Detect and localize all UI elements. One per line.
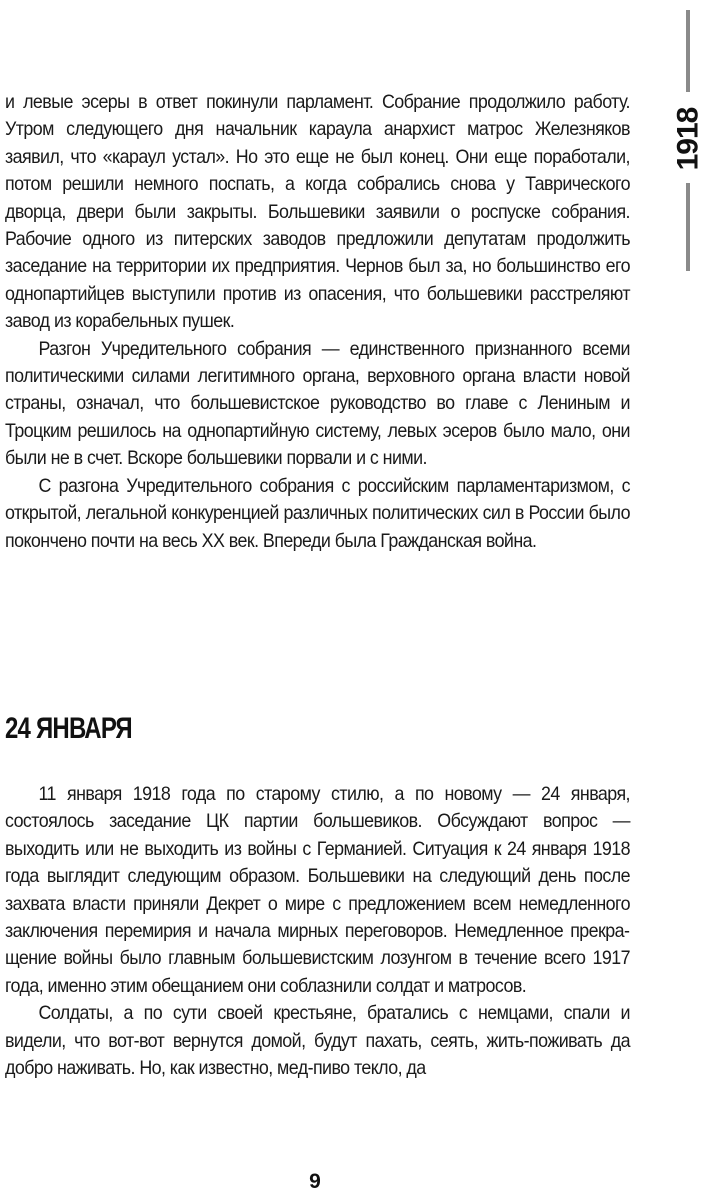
paragraph: Солдаты, а по сути своей крестьяне, братались с немцами, спали и видели, что вот-вот вернутся домой, будут пахать, сеять, жить-поживать да добро наживать. Но, как известно, мед-пиво текло, да [5,1003,630,1080]
paragraph: Разгон Учредительного собрания — единственного признанного всеми политическими силами легитимного органа, верховного органа власти новой страны, означал, что большевистское руководство во главе с Лениным и Троцким решилось на однопартийную систему, левых эсеров было мало, они были не в счет. Вскоре большевики порвали и с ними. [5,338,630,470]
paragraph: и левые эсеры в ответ покинули парламент. Собрание продолжило работу. Утром следующего дня начальник караула анархист матрос Железняков заявил, что «караул устал». Но это еще не был конец. Они еще поработали, потом решили немного поспать, а когда собрались снова у Таврического дворца, двери были закрыты. Большевики заявили о роспуске собрания. Рабочие одного из питерских заводов предложили депутатам продолжить заседание на территории их предприятия. Чернов был за, но большинство его однопартийцев выступили против из опасения, что большевики расстреляют завод из корабельных пушек. [5,92,630,333]
paragraph: 11 января 1918 года по старому стилю, а по новому — 24 января, состоялось заседание ЦК партии большевиков. Обсуждают вопрос — выходить или не выходить из войны с Германией. Ситуация к 24 января 1918 года выглядит следующим образом. Большевики на следующий день после захвата власти приняли Декрет о мире с предложением всем немедленного заключения перемирия и начала мирных переговоров. Немедленное прекращение войны было главным большевистским лозунгом в течение всего 1917 года, именно этим обещанием они соблазнили солдат и матросов. [5,784,630,997]
body-text-top [5,89,630,555]
running-head-rule-top [686,10,690,92]
section-heading: 24 ЯНВАРЯ [5,712,132,745]
running-head-rule-bottom [686,183,690,271]
running-head-year [668,104,708,174]
body-text-section [5,781,630,1082]
paragraph: С разгона Учредительного собрания с российским парламентаризмом, с открытой, легальной конкуренцией различных политических сил в России было покончено почти на весь XX век. Впереди была Гражданская война. [5,475,630,552]
running-head-year-text: 1918 [671,107,704,171]
page-number: 9 [309,1170,321,1193]
